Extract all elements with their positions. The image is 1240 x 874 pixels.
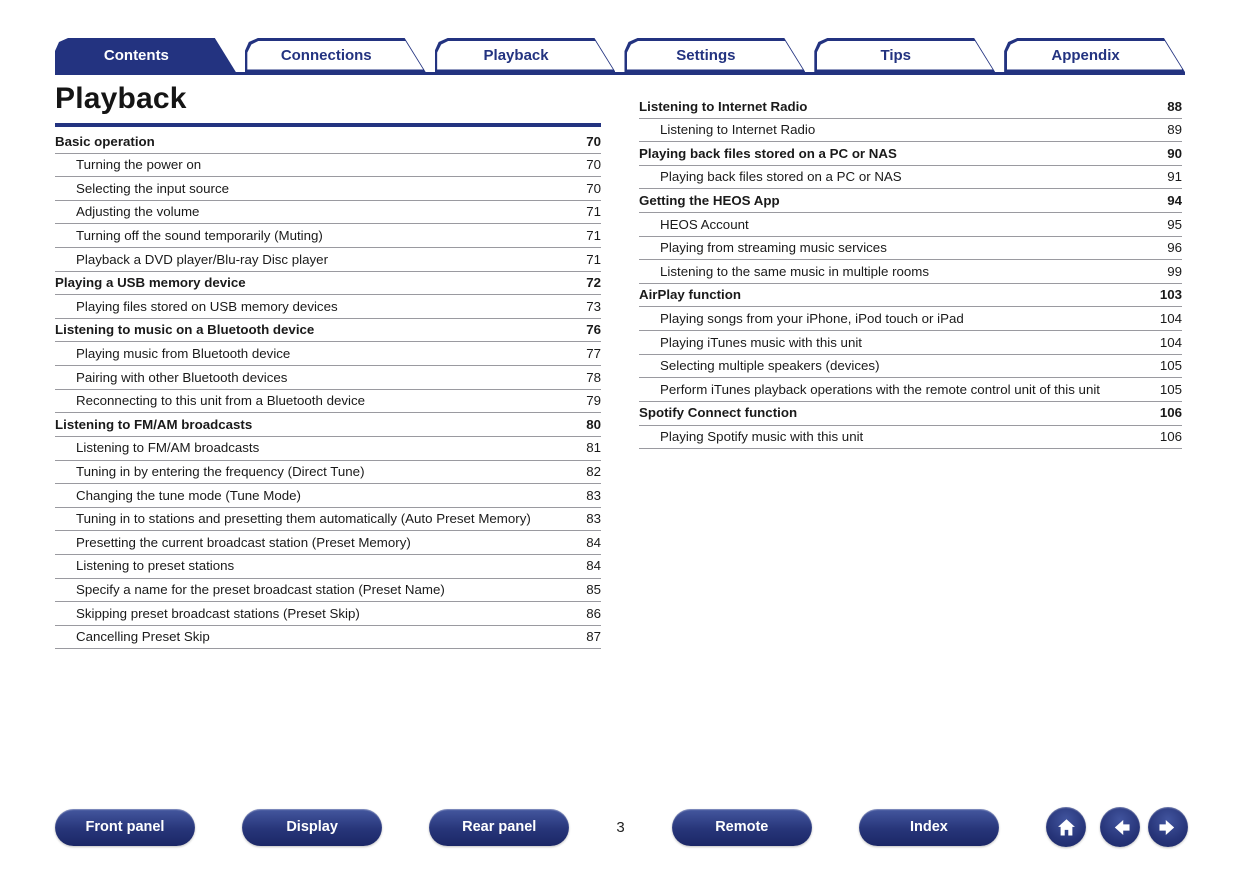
toc-item-heos-account[interactable]	[639, 213, 1182, 237]
toc-page-ref: 71	[586, 204, 601, 220]
toc-page-ref: 106	[1159, 405, 1182, 421]
toc-section-title: Listening to music on a Bluetooth device	[55, 322, 315, 338]
toc-item-cancelling-preset-skip[interactable]	[55, 626, 601, 650]
toc-item-title: Adjusting the volume	[76, 204, 200, 220]
tab-label: Settings	[676, 46, 736, 64]
toc-item-listening-to-preset-stations[interactable]	[55, 555, 601, 579]
toc-item-title: Listening to the same music in multiple rooms	[660, 263, 930, 279]
toc-item-title: Pairing with other Bluetooth devices	[76, 369, 288, 385]
toc-section-title: AirPlay function	[639, 287, 741, 303]
toc-page-ref: 76	[586, 322, 601, 338]
toc-item-title: Listening to preset stations	[76, 558, 235, 574]
forward-button[interactable]	[1148, 807, 1188, 847]
toc-item-title: Cancelling Preset Skip	[76, 629, 210, 645]
tab-label: Connections	[280, 46, 372, 64]
toc-item-turning-off-the-sound-temporarily-muting[interactable]	[55, 224, 601, 248]
toc-page-ref: 105	[1159, 381, 1182, 397]
toc-item-title: Playback a DVD player/Blu-ray Disc player	[76, 251, 328, 267]
home-button[interactable]	[1046, 807, 1086, 847]
toc-page-ref: 103	[1159, 287, 1182, 303]
toc-item-playing-files-stored-on-usb-memory-devices[interactable]	[55, 295, 601, 319]
toc-page-ref: 85	[586, 582, 601, 598]
toc-page-ref: 70	[586, 133, 601, 149]
toc-item-playing-music-from-bluetooth-device[interactable]	[55, 342, 601, 366]
toc-page-ref: 70	[586, 180, 601, 196]
toc-section-playing-back-files-stored-on-a-pc-or-nas[interactable]	[639, 142, 1182, 166]
toc-item-title: Playing iTunes music with this unit	[660, 334, 862, 350]
arrow-right-icon	[1158, 817, 1179, 838]
toc-item-title: Presetting the current broadcast station (Preset Memory)	[76, 534, 411, 550]
toc-section-basic-operation[interactable]	[55, 130, 601, 154]
toc-page-ref: 96	[1167, 240, 1182, 256]
display-button[interactable]: Display	[242, 809, 382, 846]
toc-item-title: Specify a name for the preset broadcast station (Preset Name)	[76, 582, 445, 598]
toc-page-ref: 99	[1167, 263, 1182, 279]
toc-section-title: Getting the HEOS App	[639, 192, 780, 208]
toc-item-title: Tuning in by entering the frequency (Direct Tune)	[76, 464, 365, 480]
toc-item-title: Turning the power on	[76, 157, 202, 173]
remote-button[interactable]: Remote	[672, 809, 812, 846]
toc-item-selecting-the-input-source[interactable]	[55, 177, 601, 201]
toc-section-title: Playing back files stored on a PC or NAS	[639, 145, 897, 161]
toc-item-title: Changing the tune mode (Tune Mode)	[76, 487, 301, 503]
toc-right-column	[639, 95, 1182, 449]
toc-section-title: Basic operation	[55, 133, 155, 149]
toc-item-playback-a-dvd-player-blu-ray-disc-player[interactable]	[55, 248, 601, 272]
toc-page-ref: 79	[586, 393, 601, 409]
toc-item-title: Selecting the input source	[76, 180, 230, 196]
toc-item-tuning-in-to-stations-and-presetting-them-automa[interactable]	[55, 508, 601, 532]
arrow-left-icon	[1110, 817, 1131, 838]
toc-page-ref: 82	[586, 464, 601, 480]
toc-section-title: Spotify Connect function	[639, 405, 798, 421]
toc-item-playing-songs-from-your-iphone-ipod-touch-or-ipa[interactable]	[639, 307, 1182, 331]
tab-label: Appendix	[1051, 46, 1120, 64]
toc-section-title: Listening to FM/AM broadcasts	[55, 416, 253, 432]
toc-item-title: Playing songs from your iPhone, iPod touch or iPad	[660, 310, 964, 326]
tab-contents[interactable]	[55, 38, 236, 72]
toc-page-ref: 105	[1159, 358, 1182, 374]
toc-item-title: Playing Spotify music with this unit	[660, 429, 864, 445]
toc-page-ref: 81	[586, 440, 601, 456]
toc-item-listening-to-the-same-music-in-multiple-rooms[interactable]	[639, 260, 1182, 284]
toc-item-title: Reconnecting to this unit from a Bluetooth device	[76, 393, 366, 409]
toc-section-getting-the-heos-app[interactable]	[639, 189, 1182, 213]
back-button[interactable]	[1100, 807, 1140, 847]
toc-page-ref: 72	[586, 275, 601, 291]
toc-item-title: Tuning in to stations and presetting them automatically (Auto Preset Memory)	[76, 511, 531, 527]
toc-item-skipping-preset-broadcast-stations-preset-skip[interactable]	[55, 602, 601, 626]
tab-connections[interactable]	[245, 38, 426, 72]
toc-item-title: Skipping preset broadcast stations (Preset Skip)	[76, 605, 360, 621]
toc-page-ref: 91	[1167, 169, 1182, 185]
toc-item-listening-to-internet-radio[interactable]	[639, 119, 1182, 143]
toc-item-presetting-the-current-broadcast-station-preset-[interactable]	[55, 531, 601, 555]
toc-item-title: HEOS Account	[660, 216, 749, 232]
toc-item-perform-itunes-playback-operations-with-the-remo[interactable]	[639, 378, 1182, 402]
toc-section-title: Listening to Internet Radio	[639, 98, 808, 114]
toc-page-ref: 83	[586, 511, 601, 527]
tab-label: Playback	[483, 46, 549, 64]
toc-section-listening-to-music-on-a-bluetooth-device[interactable]	[55, 319, 601, 343]
toc-page-ref: 77	[586, 345, 601, 361]
toc-item-listening-to-fm-am-broadcasts[interactable]	[55, 437, 601, 461]
tab-label: Tips	[880, 46, 912, 64]
tab-bar-rule	[55, 72, 1185, 75]
toc-page-ref: 90	[1167, 145, 1182, 161]
toc-item-tuning-in-by-entering-the-frequency-direct-tune[interactable]	[55, 461, 601, 485]
toc-item-reconnecting-to-this-unit-from-a-bluetooth-devic[interactable]	[55, 390, 601, 414]
tab-tips[interactable]	[814, 38, 995, 72]
tab-settings[interactable]	[624, 38, 805, 72]
toc-section-airplay-function[interactable]	[639, 284, 1182, 308]
toc-item-selecting-multiple-speakers-devices[interactable]	[639, 355, 1182, 379]
toc-section-playing-a-usb-memory-device[interactable]	[55, 272, 601, 296]
toc-page-ref: 106	[1159, 429, 1182, 445]
home-icon	[1056, 817, 1077, 838]
toc-page-ref: 104	[1159, 334, 1182, 350]
page-number: 3	[616, 818, 625, 836]
toc-item-title: Listening to Internet Radio	[660, 122, 816, 138]
toc-item-title: Listening to FM/AM broadcasts	[76, 440, 260, 456]
toc-item-turning-the-power-on[interactable]	[55, 154, 601, 178]
tab-appendix[interactable]	[1004, 38, 1185, 72]
toc-item-pairing-with-other-bluetooth-devices[interactable]	[55, 366, 601, 390]
toc-section-listening-to-fm-am-broadcasts[interactable]	[55, 413, 601, 437]
toc-page-ref: 94	[1167, 192, 1182, 208]
toc-page-ref: 84	[586, 534, 601, 550]
toc-item-specify-a-name-for-the-preset-broadcast-station-[interactable]	[55, 579, 601, 603]
toc-page-ref: 71	[586, 251, 601, 267]
toc-item-title: Playing from streaming music services	[660, 240, 887, 256]
toc-page-ref: 73	[586, 298, 601, 314]
tab-label: Contents	[103, 46, 169, 64]
toc-item-adjusting-the-volume[interactable]	[55, 201, 601, 225]
toc-page-ref: 83	[586, 487, 601, 503]
title-rule	[55, 123, 601, 127]
toc-item-title: Selecting multiple speakers (devices)	[660, 358, 880, 374]
toc-page-ref: 88	[1167, 98, 1182, 114]
nav-button-group	[1046, 807, 1188, 847]
toc-page-ref: 104	[1159, 310, 1182, 326]
toc-page-ref: 80	[586, 416, 601, 432]
toc-item-playing-itunes-music-with-this-unit[interactable]	[639, 331, 1182, 355]
toc-item-title: Playing files stored on USB memory devices	[76, 298, 338, 314]
toc-item-playing-from-streaming-music-services[interactable]	[639, 237, 1182, 261]
toc-item-title: Playing back files stored on a PC or NAS	[660, 169, 902, 185]
page-title: Playback	[55, 82, 187, 115]
tab-playback[interactable]	[435, 38, 616, 72]
toc-section-spotify-connect-function[interactable]	[639, 402, 1182, 426]
toc-section-title: Playing a USB memory device	[55, 275, 246, 291]
toc-page-ref: 71	[586, 227, 601, 243]
toc-left-column	[55, 130, 601, 649]
tab-bar	[55, 38, 1185, 72]
rear-panel-button[interactable]: Rear panel	[429, 809, 569, 846]
toc-item-playing-spotify-music-with-this-unit[interactable]	[639, 426, 1182, 450]
toc-item-changing-the-tune-mode-tune-mode[interactable]	[55, 484, 601, 508]
toc-item-playing-back-files-stored-on-a-pc-or-nas[interactable]	[639, 166, 1182, 190]
toc-section-listening-to-internet-radio[interactable]	[639, 95, 1182, 119]
toc-item-title: Playing music from Bluetooth device	[76, 345, 291, 361]
toc-item-title: Perform iTunes playback operations with the remote control unit of this unit	[660, 381, 1100, 397]
toc-page-ref: 84	[586, 558, 601, 574]
toc-page-ref: 89	[1167, 122, 1182, 138]
toc-page-ref: 86	[586, 605, 601, 621]
toc-page-ref: 87	[586, 629, 601, 645]
front-panel-button[interactable]: Front panel	[55, 809, 195, 846]
footer	[55, 806, 1188, 848]
toc-item-title: Turning off the sound temporarily (Muting)	[76, 227, 323, 243]
toc-page-ref: 78	[586, 369, 601, 385]
toc-page-ref: 70	[586, 157, 601, 173]
index-button[interactable]: Index	[859, 809, 999, 846]
toc-page-ref: 95	[1167, 216, 1182, 232]
